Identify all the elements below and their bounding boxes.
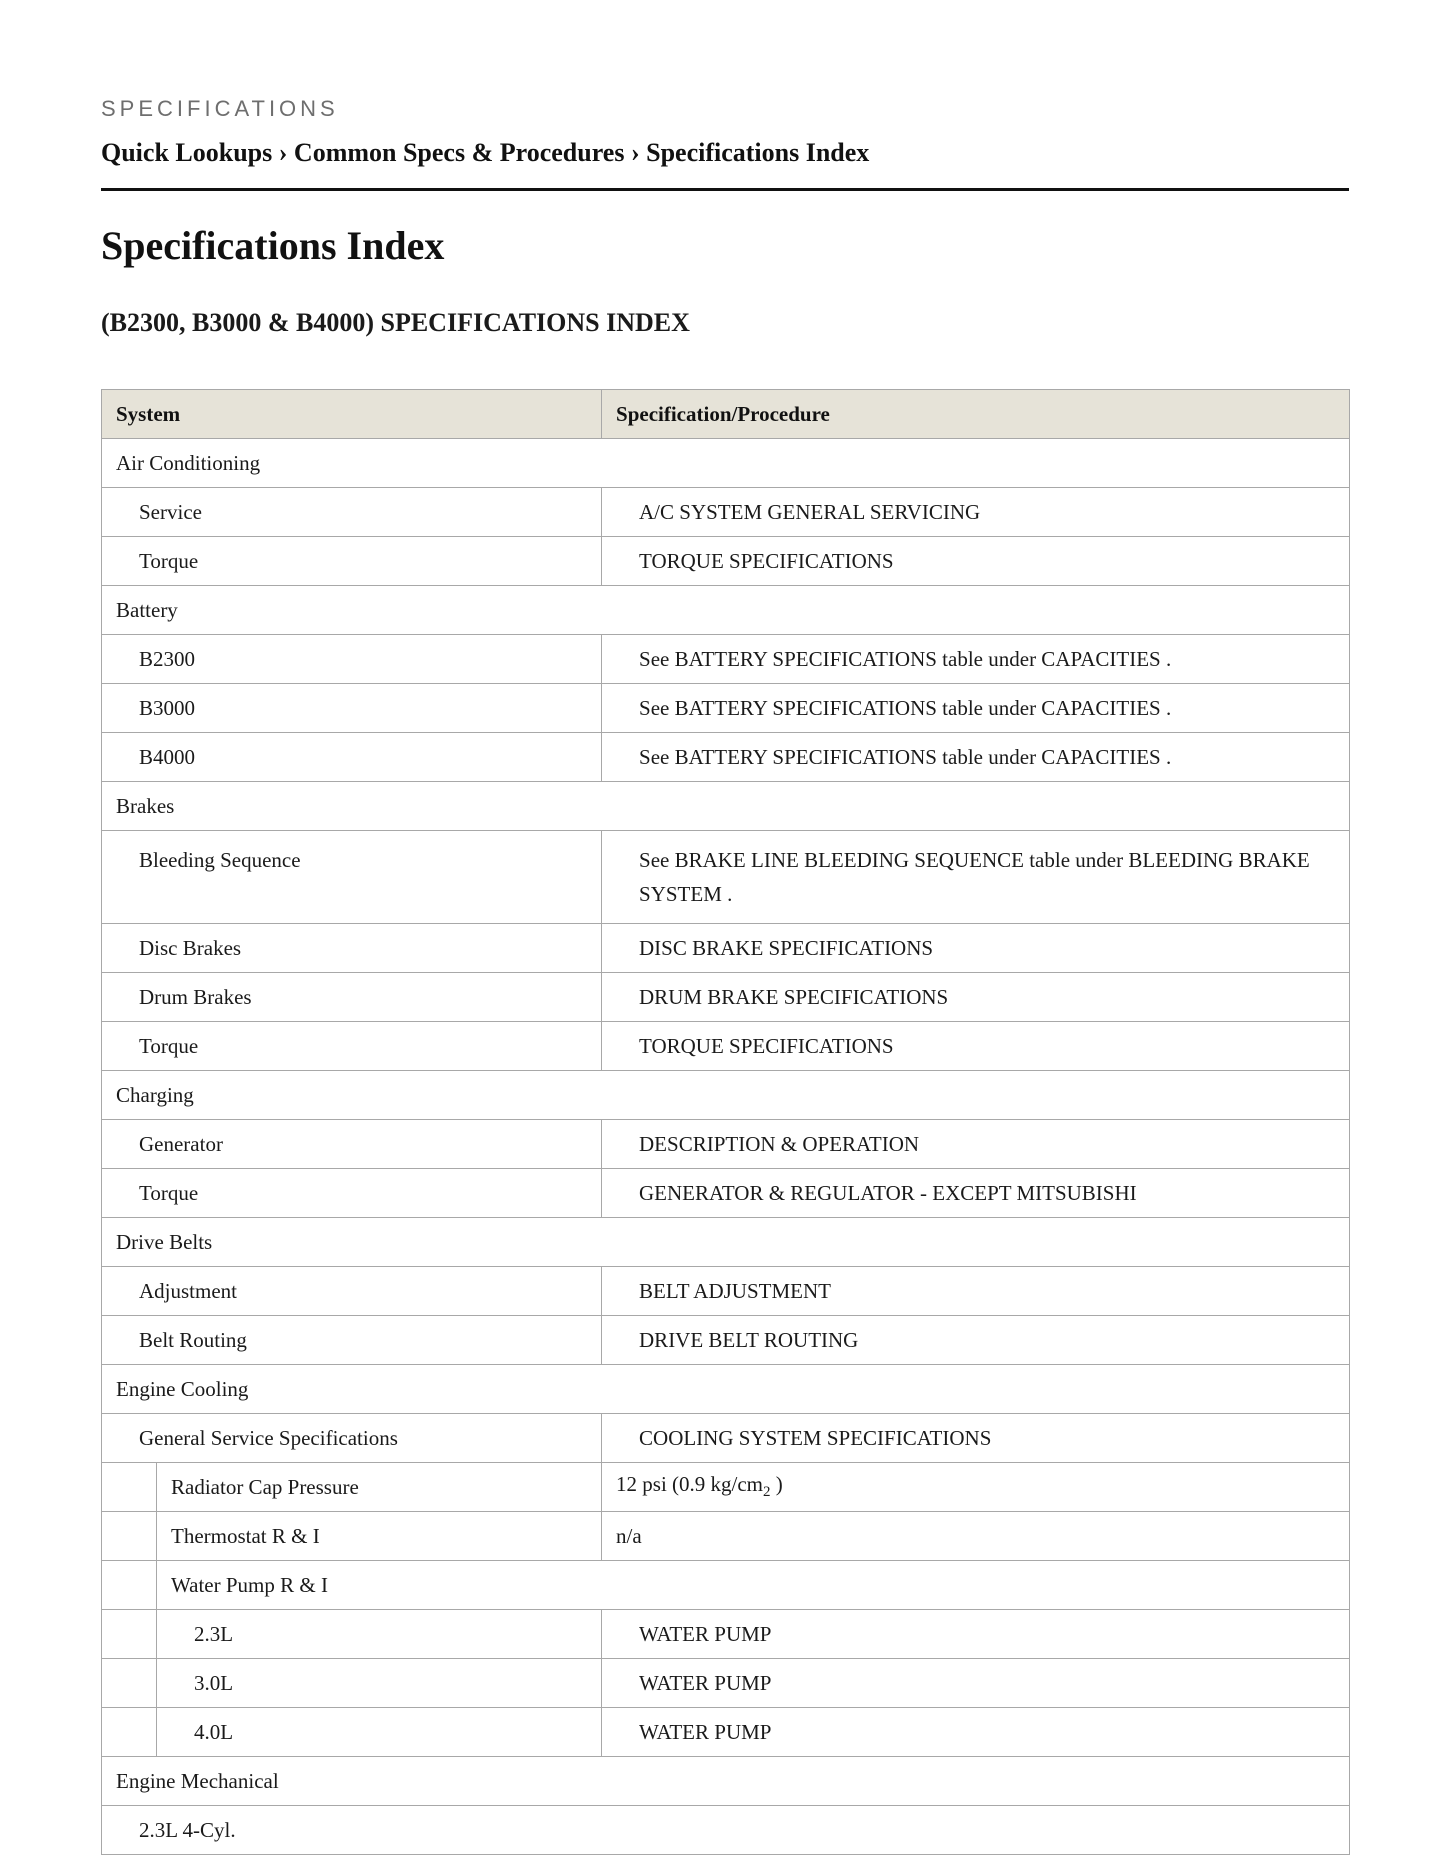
table-row — [102, 1806, 1350, 1855]
system-cell: Torque — [102, 537, 602, 586]
spec-link[interactable]: See BATTERY SPECIFICATIONS table under CAPACITIES . — [602, 733, 1350, 782]
specifications-table — [101, 389, 1350, 1855]
table-row — [102, 973, 1350, 1022]
spec-link[interactable]: See BATTERY SPECIFICATIONS table under CAPACITIES . — [602, 635, 1350, 684]
spec-link[interactable]: TORQUE SPECIFICATIONS — [602, 537, 1350, 586]
spec-link[interactable]: See BRAKE LINE BLEEDING SEQUENCE table under BLEEDING BRAKE SYSTEM . — [602, 831, 1350, 924]
page-title: Specifications Index — [101, 223, 445, 268]
spec-link[interactable]: A/C SYSTEM GENERAL SERVICING — [602, 488, 1350, 537]
spec-link[interactable]: DESCRIPTION & OPERATION — [602, 1120, 1350, 1169]
system-cell: 4.0L — [157, 1708, 602, 1757]
system-cell: 2.3L — [157, 1610, 602, 1659]
system-cell: Torque — [102, 1022, 602, 1071]
table-row — [102, 782, 1350, 831]
indent-gutter — [102, 1610, 157, 1659]
system-subgroup-label: Water Pump R & I — [157, 1561, 1350, 1610]
table-row — [102, 1512, 1350, 1561]
spec-value-tail: ) — [770, 1472, 783, 1497]
spec-link[interactable]: DRIVE BELT ROUTING — [602, 1316, 1350, 1365]
breadcrumb-separator: › — [630, 138, 640, 167]
system-cell: Radiator Cap Pressure — [157, 1463, 602, 1512]
system-cell: Drum Brakes — [102, 973, 602, 1022]
column-header-spec: Specification/Procedure — [602, 390, 1350, 439]
table-row — [102, 1316, 1350, 1365]
system-cell: Belt Routing — [102, 1316, 602, 1365]
spec-link[interactable]: WATER PUMP — [602, 1659, 1350, 1708]
breadcrumb-item-specifications-index: Specifications Index — [646, 138, 870, 167]
spec-link[interactable]: DRUM BRAKE SPECIFICATIONS — [602, 973, 1350, 1022]
system-cell: 3.0L — [157, 1659, 602, 1708]
system-cell: B2300 — [102, 635, 602, 684]
spec-link[interactable]: WATER PUMP — [602, 1610, 1350, 1659]
spec-value-text: n/a — [616, 1523, 642, 1548]
system-cell: Generator — [102, 1120, 602, 1169]
system-cell: General Service Specifications — [102, 1414, 602, 1463]
system-subgroup-label: 2.3L 4-Cyl. — [102, 1806, 1350, 1855]
spec-value-text: 12 psi (0.9 kg/cm — [616, 1472, 764, 1497]
column-header-system: System — [102, 390, 602, 439]
system-group-label: Brakes — [102, 782, 1350, 831]
indent-gutter — [102, 1512, 157, 1561]
system-cell: Disc Brakes — [102, 924, 602, 973]
system-cell: Bleeding Sequence — [102, 831, 602, 924]
system-cell: Service — [102, 488, 602, 537]
table-row — [102, 488, 1350, 537]
system-cell: Adjustment — [102, 1267, 602, 1316]
spec-link[interactable]: BELT ADJUSTMENT — [602, 1267, 1350, 1316]
spec-link[interactable]: GENERATOR & REGULATOR - EXCEPT MITSUBISHI — [602, 1169, 1350, 1218]
specifications-table-wrapper — [101, 389, 1349, 1855]
breadcrumb-item-quick-lookups[interactable]: Quick Lookups — [101, 138, 273, 167]
spec-link[interactable]: COOLING SYSTEM SPECIFICATIONS — [602, 1414, 1350, 1463]
table-row — [102, 1414, 1350, 1463]
breadcrumb — [101, 138, 869, 168]
spec-link[interactable]: See BATTERY SPECIFICATIONS table under CAPACITIES . — [602, 684, 1350, 733]
table-row — [102, 1610, 1350, 1659]
system-group-label: Battery — [102, 586, 1350, 635]
spec-value — [602, 1463, 1350, 1512]
spec-link[interactable]: TORQUE SPECIFICATIONS — [602, 1022, 1350, 1071]
indent-gutter — [102, 1708, 157, 1757]
spec-value — [602, 1512, 1350, 1561]
indent-gutter — [102, 1561, 157, 1610]
system-group-label: Drive Belts — [102, 1218, 1350, 1267]
table-row — [102, 1071, 1350, 1120]
table-row — [102, 733, 1350, 782]
section-eyebrow: SPECIFICATIONS — [101, 96, 339, 121]
system-group-label: Air Conditioning — [102, 439, 1350, 488]
breadcrumb-item-common-specs[interactable]: Common Specs & Procedures — [293, 138, 625, 167]
spec-link[interactable]: DISC BRAKE SPECIFICATIONS — [602, 924, 1350, 973]
table-row — [102, 1218, 1350, 1267]
system-cell: Torque — [102, 1169, 602, 1218]
system-group-label: Engine Cooling — [102, 1365, 1350, 1414]
table-row — [102, 1561, 1350, 1610]
table-row — [102, 635, 1350, 684]
indent-gutter — [102, 1659, 157, 1708]
table-row — [102, 1022, 1350, 1071]
breadcrumb-separator: › — [278, 138, 288, 167]
table-row — [102, 1708, 1350, 1757]
spec-value-subscript: 2 — [763, 1484, 771, 1501]
system-group-label: Engine Mechanical — [102, 1757, 1350, 1806]
page-subtitle: (B2300, B3000 & B4000) SPECIFICATIONS INDEX — [101, 308, 690, 337]
table-row — [102, 1120, 1350, 1169]
table-header-row — [102, 390, 1350, 439]
header-divider — [101, 188, 1349, 191]
table-row — [102, 586, 1350, 635]
table-row — [102, 1757, 1350, 1806]
table-row — [102, 1463, 1350, 1512]
table-row — [102, 1169, 1350, 1218]
table-row — [102, 537, 1350, 586]
table-row — [102, 1659, 1350, 1708]
system-cell: Thermostat R & I — [157, 1512, 602, 1561]
table-row — [102, 831, 1350, 924]
spec-link[interactable]: WATER PUMP — [602, 1708, 1350, 1757]
table-row — [102, 1267, 1350, 1316]
table-row — [102, 924, 1350, 973]
table-row — [102, 684, 1350, 733]
table-row — [102, 1365, 1350, 1414]
table-row — [102, 439, 1350, 488]
system-cell: B4000 — [102, 733, 602, 782]
system-cell: B3000 — [102, 684, 602, 733]
table-body — [102, 439, 1350, 1855]
system-group-label: Charging — [102, 1071, 1350, 1120]
indent-gutter — [102, 1463, 157, 1512]
